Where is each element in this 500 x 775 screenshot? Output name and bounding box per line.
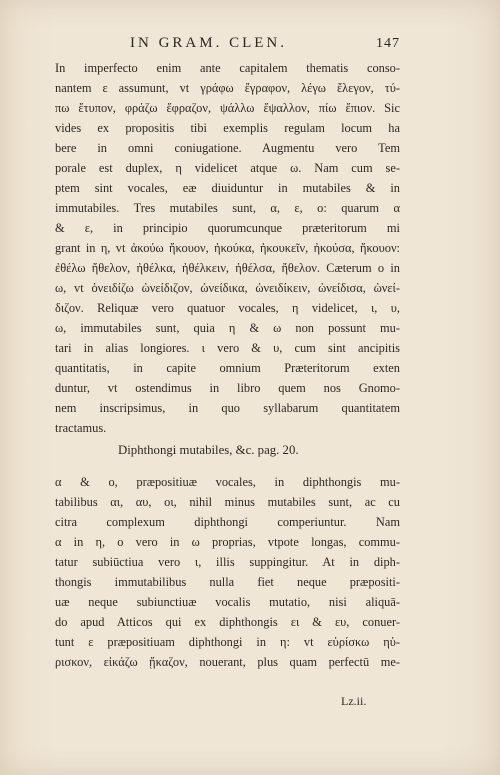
text-line: ἐθέλω ἤθελον, ἠθέλκα, ἠθέλκειν, ἠθέλσα, ἤθελον. Cæterum o in [55,261,400,275]
text-line: διζον. Reliquæ vero quatuor vocales, η videlicet, ι, υ, [55,301,400,315]
text-line: ptem sint vocales, eæ diuiduntur in mutabiles & in [55,181,400,195]
running-head: IN GRAM. CLEN. [130,35,287,51]
text-line: α in η, ο vero in ω proprias, vtpote longas, commu- [55,535,400,549]
text-line: tractamus. [55,421,107,435]
text-line: tari in alias longiores. ι vero & υ, cum sint ancipitis [55,341,400,355]
text-line: immutabiles. Tres mutabiles sunt, α, ε, ο: quarum α [55,201,400,215]
text-line: In imperfecto enim ante capitalem thematis conso- [55,61,400,75]
text-line: πω ἔτυπον, φράζω ἔφραζον, ψάλλω ἔψαλλον, πίω ἔπιον. Sic [55,101,400,115]
text-line: nantem ε assumunt, vt γράφω ἔγραφον, λέγω ἔλεγον, τύ- [55,81,400,95]
text-line: quantitatis, in capite omnium Præteritorum exten [55,361,400,375]
text-line: ρισκον, εἰκάζω ᾔκαζον, nouerant, plus quam perfectū me- [55,655,400,669]
text-line: tatur subiūctiua vero ι, illis suppingitur. At in diph- [55,555,400,569]
text-line: nem inscripsimus, in quo syllabarum quantitatem [55,401,400,415]
text-line: tabilibus αι, αυ, οι, nihil minus mutabiles sunt, ac cu [55,495,400,509]
text-line: bere in omni coniugatione. Augmentu vero Tem [55,141,400,155]
text-line: ω, vt ὀνειδίζω ὠνείδιζον, ὠνείδικα, ὠνειδίκειν, ὠνείδισα, ὠνεί- [55,281,400,295]
text-line: & ε, in principio quorumcunque præteritorum mi [55,221,400,235]
text-line: ω, immutabiles sunt, quia η & ω non possunt mu- [55,321,400,335]
paragraph-diphthongs [55,472,400,672]
text-line: thongis immutabilibus nulla fiet neque præpositi- [55,575,400,589]
text-line: porale est duplex, η videlicet atque ω. Nam cum se- [55,161,400,175]
text-line: do apud Atticos qui ex diphthongis ει & ευ, conuer- [55,615,400,629]
section-heading: Diphthongi mutabiles, &c. pag. 20. [118,443,299,457]
text-line: α & ο, præpositiuæ vocales, in diphthongis mu- [55,475,400,489]
text-line: vides ex propositis tibi exemplis regulam locum ha [55,121,400,135]
text-line: duntur, vt ostendimus in libro quem nos Gnomo- [55,381,400,395]
text-line: uæ neque subiunctiuæ vocalis mutatio, nisi aliquā- [55,595,400,609]
text-line: citra complexum diphthongi comperiuntur. Nam [55,515,400,529]
page-number: 147 [376,36,400,51]
signature-mark: Lz.ii. [341,694,367,708]
text-line: tunt ε præpositiuam diphthongi in η: vt εὑρίσκω ηὑ- [55,635,400,649]
text-line: grant in η, vt ἀκούω ἤκουον, ἠκούκα, ἠκουκεῖν, ἠκούσα, ἤκουον: [55,241,400,255]
paragraph-imperfect-augment [55,58,400,438]
